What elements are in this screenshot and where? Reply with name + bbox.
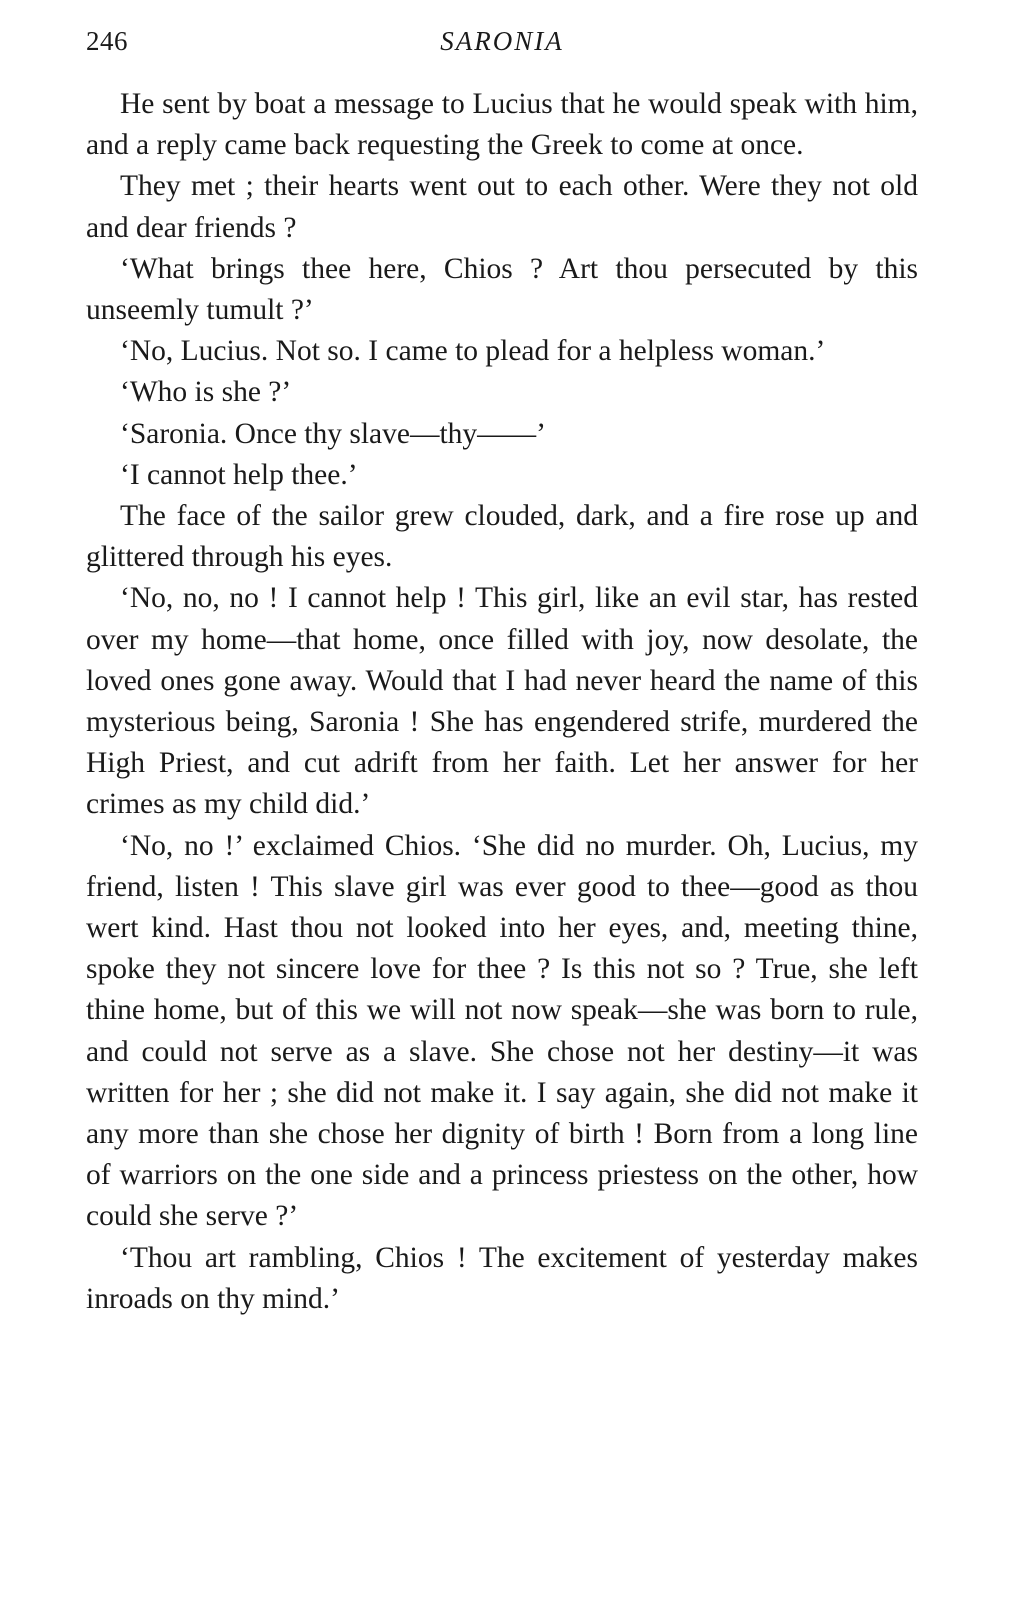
paragraph: The face of the sailor grew clouded, dark, and a fire rose up and glittered through his eyes. xyxy=(86,500,918,574)
paragraph: ‘What brings thee here, Chios ? Art thou persecuted by this unseemly tumult ?’ xyxy=(86,252,918,327)
paragraph: ‘No, Lucius. Not so. I came to plead for a helpless woman.’ xyxy=(120,335,826,368)
running-title: SARONIA xyxy=(440,26,564,56)
body-text xyxy=(86,84,918,1320)
page-number: 246 xyxy=(86,26,128,56)
paragraph: ‘No, no, no ! I cannot help ! This girl, like an evil star, has rested over my home—that home, once filled with joy, now desolate, the loved ones gone away. Would that I had never heard the name of this mysterious being, Saronia ! She has engendered strife, murdered the High Priest, and cut adrift from her faith. Let her answer for her crimes as my child did.’ xyxy=(86,582,918,821)
paragraph: ‘Thou art rambling, Chios ! The excitement of yesterday makes inroads on thy mind.’ xyxy=(86,1241,918,1315)
paragraph: They met ; their hearts went out to each other. Were they not old and dear friends ? xyxy=(86,170,918,244)
paragraph: ‘Saronia. Once thy slave—thy——’ xyxy=(120,417,547,450)
running-head xyxy=(86,26,918,66)
paragraph: ‘Who is she ?’ xyxy=(120,376,292,409)
paragraph: ‘I cannot help thee.’ xyxy=(120,458,358,491)
paragraph: ‘No, no !’ exclaimed Chios. ‘She did no murder. Oh, Lucius, my friend, listen ! This slave girl was ever good to thee—good as thou wert kind. Hast thou not looked into her eyes, and, meeting thine, spoke they not sincere love for thee ? Is this not so ? True, she left thine home, but of this we will not now speak—she was born to rule, and could not serve as a slave. She chose not her destiny—it was written for her ; she did not make it. I say again, she did not make it any more than she chose her dignity of birth ! Born from a long line of warriors on the one side and a princess priestess on the other, how could she serve ?’ xyxy=(86,829,918,1233)
paragraph: He sent by boat a message to Lucius that he would speak with him, and a reply came back requesting the Greek to come at once. xyxy=(86,88,918,162)
